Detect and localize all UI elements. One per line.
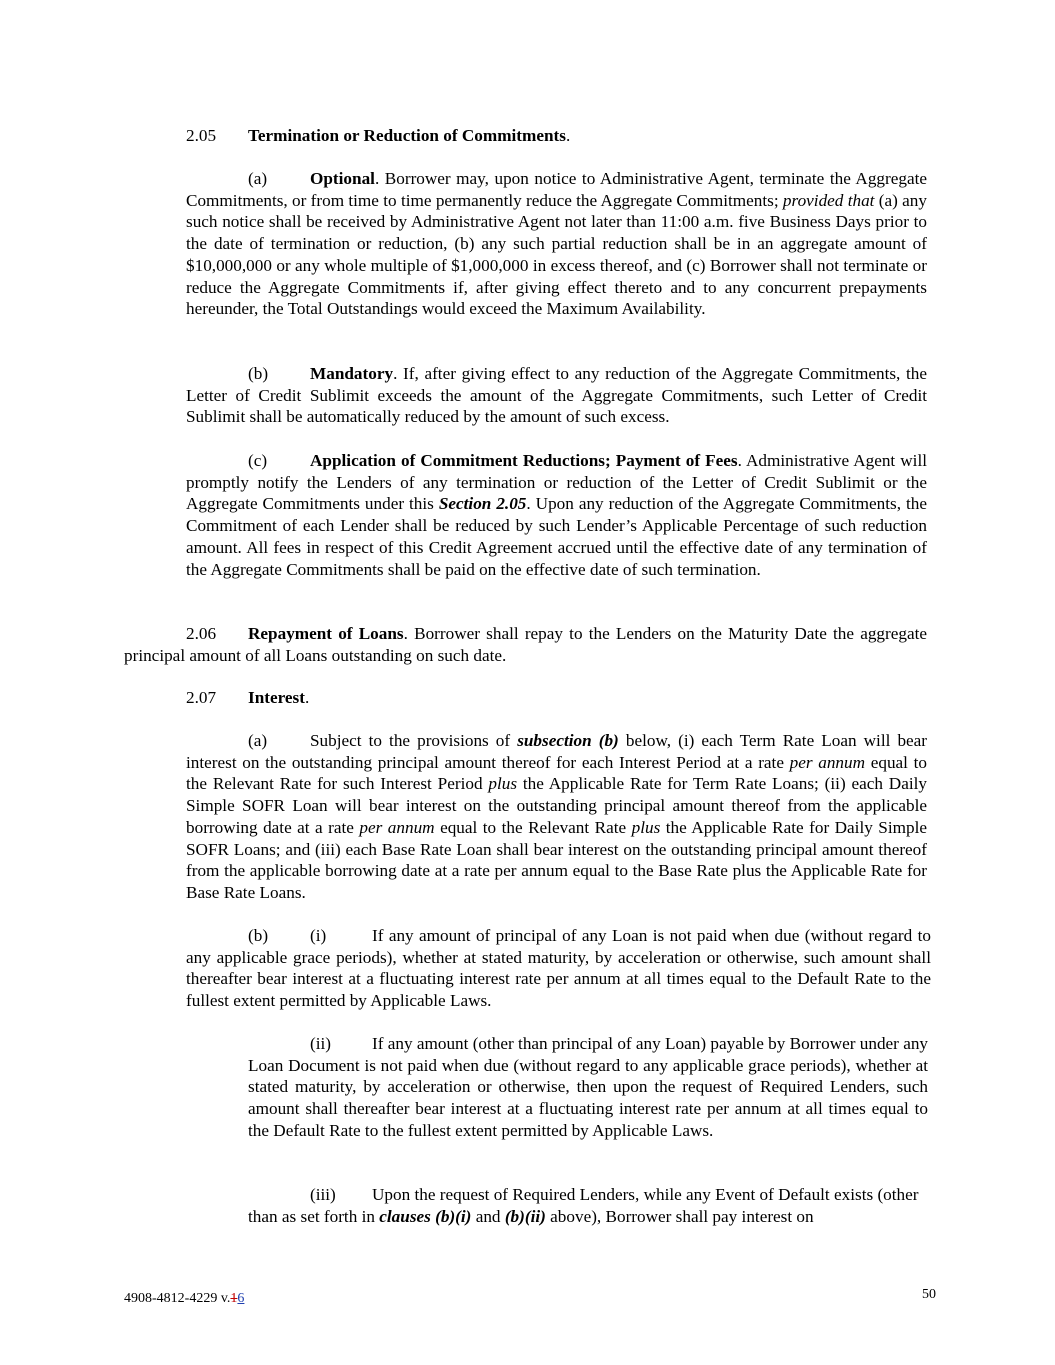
section-2-05-heading: 2.05 Termination or Reduction of Commitments. (186, 126, 571, 145)
section-reference: Section 2.05 (438, 494, 527, 514)
section-reference: subsection (b) (517, 731, 619, 750)
document-id-text: 4908-4812-4229 v. (124, 1291, 231, 1306)
body-text: If any amount of principal of any Loan is not paid when due (without regard to any applicable grace periods), whether at stated maturity, by acceleration or otherwise, such amount shall thereafter bear interest at a fluctuating interest rate per annum at all times equal to the Default Rate to the fullest extent permitted by Applicable Laws. (186, 926, 931, 1011)
paragraph-2-05-b (186, 363, 927, 428)
section-reference: clauses (b)(i) (379, 1206, 472, 1226)
body-text: and (471, 1206, 505, 1226)
section-title: Termination or Reduction of Commitments (248, 126, 566, 145)
body-text: If any amount (other than principal of any Loan) payable by Borrower under any Loan Document is not paid when due (without regard to any applicable grace periods), whether at stated maturity, by acceleration or otherwise, then upon the request of Required Lenders, such amount shall thereafter bear interest at a fluctuating interest rate per annum at all times equal to the Default Rate to the fullest extent permitted by Applicable Laws. (248, 1034, 929, 1140)
body-text: the Applicable Rate for Daily Simple SOFR Loans; and (iii) each Base Rate Loan shall bear interest on the outstanding principal amount thereof from the applicable borrowing date at a rate per annum equal to the Base Rate plus the Applicable Rate for Base Rate Loans. (186, 817, 928, 902)
body-text: (a) any such notice shall be received by Administrative Agent not later than 11:00 a.m. five Business Days prior to the date of termination or reduction, (b) any such partial reduction shall be in an aggregate amount of $10,000,000 or any whole multiple of $1,000,000 in excess thereof, and (c) Borrower shall not terminate or reduce the Aggregate Commitments if, after giving effect thereto and to any concurrent prepayments hereunder, the Total Outstandings would exceed the Maximum Availability. (186, 190, 927, 319)
inserted-version: 6 (237, 1291, 245, 1306)
italic-text: per annum (359, 817, 435, 837)
paragraph-2-07-b-ii (248, 1033, 928, 1142)
clause-heading: Application of Commitment Reductions; Payment of Fees (310, 451, 738, 470)
body-text: . Borrower shall repay to the Lenders on the Maturity Date the aggregate principal amount of all Loans outstanding on such date. (124, 624, 927, 665)
body-text: equal to the Relevant Rate (434, 817, 632, 837)
body-text: the Applicable Rate for Term Rate Loans; (ii) each Daily Simple SOFR Loan will bear interest on the outstanding principal amount thereof from the applicable borrowing date at a rate (186, 774, 927, 837)
section-title: Repayment of Loans (248, 624, 404, 643)
section-reference: (b)(ii) (504, 1206, 546, 1226)
page-number: 50 (922, 1287, 936, 1302)
paragraph-2-07-a (186, 730, 927, 904)
subclause-label: (ii) (310, 1034, 331, 1053)
deleted-version: 1 (230, 1291, 238, 1306)
clause-heading: Optional (310, 169, 375, 188)
body-text: Subject to the provisions of (310, 731, 518, 750)
section-number: 2.06 (186, 624, 217, 643)
document-id (124, 1288, 244, 1310)
clause-heading: Mandatory (310, 364, 394, 383)
paragraph-2-07-b-i (186, 925, 931, 1012)
body-text: equal to the Relevant Rate for such Interest Period (186, 752, 927, 794)
body-text: above), Borrower shall pay interest on (545, 1206, 814, 1226)
clause-label: (b) (248, 364, 269, 383)
italic-text: per annum (789, 752, 866, 772)
body-text: . Borrower may, upon notice to Administrative Agent, terminate the Aggregate Commitments, or from time to time permanently reduce the Aggregate Commitments; (186, 169, 927, 210)
body-text: below, (i) each Term Rate Loan will bear interest on the outstanding principal amount thereof for each Interest Period at a rate (186, 731, 928, 772)
clause-label: (a) (248, 169, 268, 188)
clause-label: (a) (248, 731, 268, 750)
clause-label: (b) (248, 926, 269, 945)
section-number: 2.07 (186, 688, 217, 707)
italic-text: provided that (782, 190, 875, 210)
body-text: . Administrative Agent will promptly notify the Lenders of any termination or reduction of the Letter of Credit Sublimit or the Aggregate Commitments under this (186, 451, 928, 514)
body-text: Upon the request of Required Lenders, while any Event of Default exists (other than as set forth in (248, 1185, 919, 1226)
body-text: . If, after giving effect to any reduction of the Aggregate Commitments, the Letter of Credit Sublimit exceeds the amount of the Aggregate Commitments, such Letter of Credit Sublimit shall be automatically reduced by the amount of such excess. (186, 364, 927, 427)
paragraph-2-05-a (186, 168, 927, 320)
section-title: Interest (248, 688, 305, 707)
subclause-label: (i) (310, 926, 327, 945)
clause-label: (c) (248, 451, 268, 470)
italic-text: plus (631, 817, 661, 837)
section-2-06 (124, 623, 927, 666)
italic-text: plus (488, 774, 518, 794)
paragraph-2-05-c (186, 450, 927, 580)
body-text: . Upon any reduction of the Aggregate Commitments, the Commitment of each Lender shall be reduced by such Lender’s Applicable Percentage of such reduction amount. All fees in respect of this Credit Agreement accrued until the effective date of any termination of the Aggregate Commitments shall be paid on the effective date of such termination. (186, 494, 927, 579)
subclause-label: (iii) (310, 1185, 336, 1204)
section-2-07-heading: 2.07 Interest. (186, 688, 310, 707)
section-number: 2.05 (186, 126, 217, 145)
paragraph-2-07-b-iii (248, 1184, 928, 1227)
